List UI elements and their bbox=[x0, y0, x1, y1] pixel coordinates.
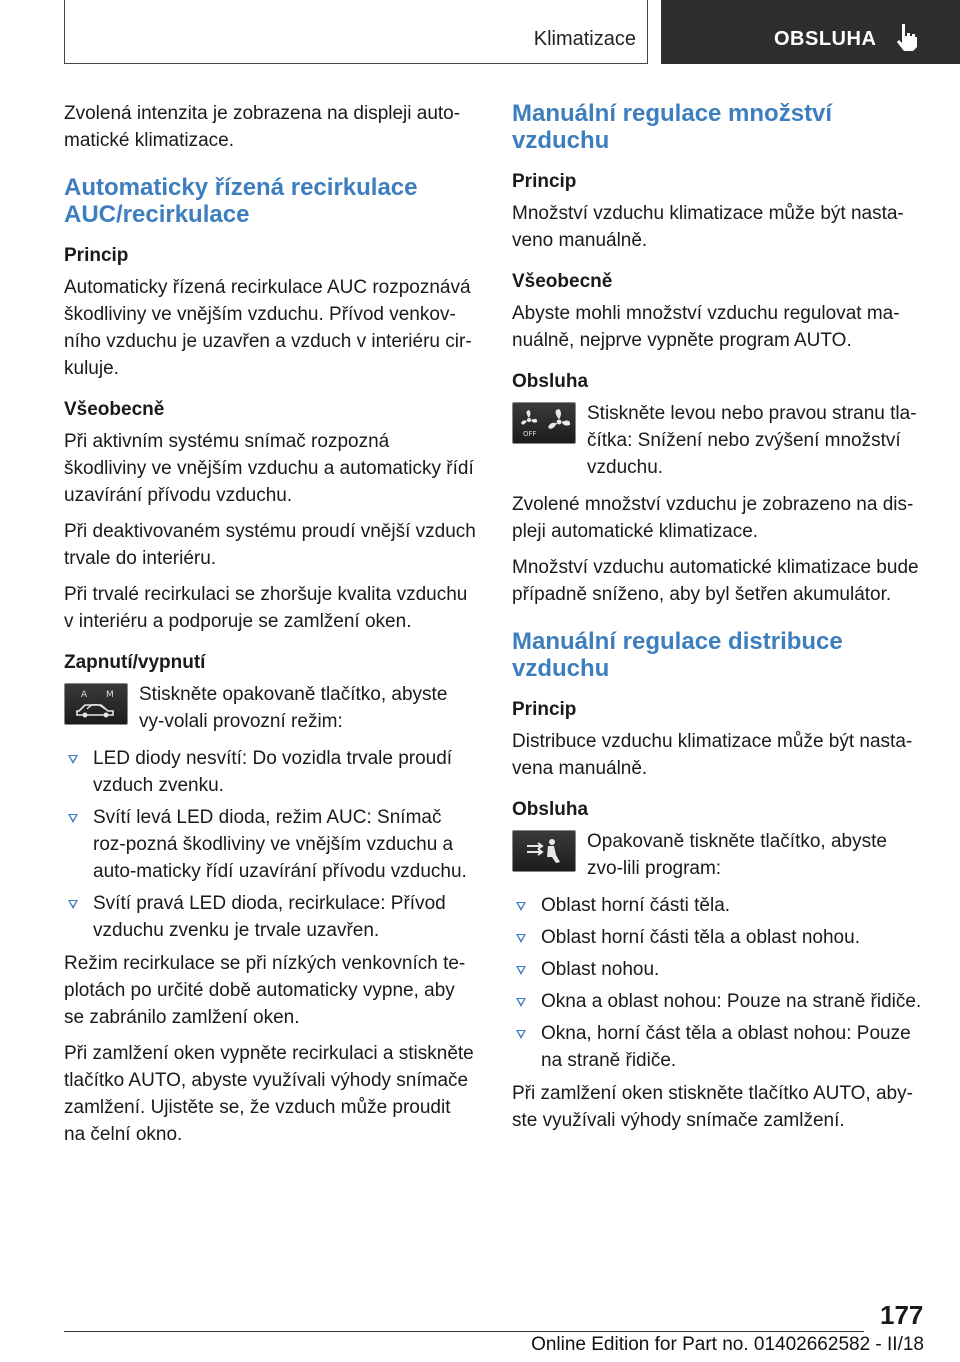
paragraph-after-2: Při zamlžení oken vypněte recirkulaci a stiskněte tlačítko AUTO, abyste využívali výhody snímače zamlžení. Ujistěte se, že vzduch může proudit na čelní okno. bbox=[64, 1043, 474, 1145]
right-column bbox=[512, 100, 924, 1143]
chapter-tab-label: OBSLUHA bbox=[774, 28, 877, 50]
heading-vseobecne-right: Všeobecně bbox=[512, 271, 613, 292]
paragraph-princip: Automaticky řízená recirkulace AUC rozpoznává škodliviny ve vnějším vzduchu. Přívod venkov-ního vzduchu je uzavřen a vzduch v interiéru cir-kuluje. bbox=[64, 277, 472, 379]
paragraph-after-1: Režim recirkulace se při nízkých venkovních te-plotách po určité době automaticky vypne, aby se zabránilo zamlžení oken. bbox=[64, 953, 466, 1028]
heading-princip-right: Princip bbox=[512, 171, 577, 192]
bullet-triangle-icon bbox=[516, 934, 526, 943]
zapnuti-instruction bbox=[64, 681, 476, 735]
footer-divider bbox=[64, 1331, 864, 1332]
fan-off-label: OFF bbox=[523, 430, 537, 438]
air-distribution-button-icon bbox=[512, 830, 576, 872]
footer-edition: Online Edition for Part no. 01402662582 - II/18 bbox=[531, 1334, 924, 1355]
list-item: Svítí pravá LED dioda, recirkulace: Přívod vzduchu zvenku je trvale uzavřen. bbox=[64, 890, 476, 944]
list-item: Okna, horní část těla a oblast nohou: Pouze na straně řidiče. bbox=[512, 1020, 924, 1074]
list-item: Oblast horní části těla. bbox=[512, 892, 924, 919]
heading-mnozstvi: Manuální regulace množství vzduchu bbox=[512, 100, 833, 154]
chapter-tab bbox=[661, 0, 960, 64]
list-item: Svítí levá LED dioda, režim AUC: Snímač roz-pozná škodliviny ve vnějším vzduchu a auto-maticky řídí uzavírání přívodu vzduchu. bbox=[64, 804, 476, 885]
list-item: Oblast horní části těla a oblast nohou. bbox=[512, 924, 924, 951]
paragraph-princip-2: Distribuce vzduchu klimatizace může být nasta-vena manuálně. bbox=[512, 731, 913, 779]
heading-distribuce: Manuální regulace distribuce vzduchu bbox=[512, 628, 843, 682]
bullet-triangle-icon bbox=[516, 966, 526, 975]
obsluha-instruction bbox=[512, 400, 924, 481]
mode-list bbox=[64, 745, 476, 944]
heading-vseobecne: Všeobecně bbox=[64, 399, 165, 420]
fan-speed-button-icon bbox=[512, 402, 576, 444]
bullet-triangle-icon bbox=[68, 814, 78, 823]
paragraph-vseobecne-right: Abyste mohli množství vzduchu regulovat ma-nuálně, nejprve vypněte program AUTO. bbox=[512, 303, 900, 351]
page-number: 177 bbox=[880, 1300, 924, 1330]
list-item: Oblast nohou. bbox=[512, 956, 924, 983]
hand-pointer-icon bbox=[894, 22, 920, 57]
bullet-triangle-icon bbox=[68, 900, 78, 909]
paragraph-zapnuti: Stiskněte opakovaně tlačítko, abyste vy-volali provozní režim: bbox=[139, 684, 448, 732]
paragraph-princip-right: Množství vzduchu klimatizace může být nasta-veno manuálně. bbox=[512, 203, 904, 251]
paragraph-vseobecne-1: Při aktivním systému snímač rozpozná škodliviny ve vnějším vzduchu a automaticky řídí uzavírání přívodu vzduchu. bbox=[64, 431, 474, 506]
bullet-triangle-icon bbox=[516, 998, 526, 1007]
intro-paragraph: Zvolená intenzita je zobrazena na displeji auto-matické klimatizace. bbox=[64, 103, 461, 151]
heading-princip-2: Princip bbox=[512, 699, 577, 720]
paragraph-final: Při zamlžení oken stiskněte tlačítko AUTO, aby-ste využívali výhody snímače zamlžení. bbox=[512, 1083, 913, 1131]
obsluha2-instruction bbox=[512, 828, 924, 882]
paragraph-vseobecne-3: Při trvalé recirkulaci se zhoršuje kvalita vzduchu v interiéru a podporuje se zamlžení oken. bbox=[64, 584, 468, 632]
section-title: Klimatizace bbox=[533, 28, 636, 50]
heading-obsluha: Obsluha bbox=[512, 371, 589, 392]
recirculation-label-a: A bbox=[81, 690, 88, 700]
recirculation-button-icon bbox=[64, 683, 128, 725]
heading-auc: Automaticky řízená recirkulace AUC/recirkulace bbox=[64, 174, 418, 228]
paragraph-zvolene: Zvolené množství vzduchu je zobrazeno na dis-pleji automatické klimatizace. bbox=[512, 494, 914, 542]
heading-princip: Princip bbox=[64, 245, 129, 266]
list-item: LED diody nesvítí: Do vozidla trvale proudí vzduch zvenku. bbox=[64, 745, 476, 799]
paragraph-akumulator: Množství vzduchu automatické klimatizace bude případně sníženo, aby byl šetřen akumulátor. bbox=[512, 557, 919, 605]
program-list bbox=[512, 892, 924, 1074]
paragraph-obsluha: Stiskněte levou nebo pravou stranu tla-čítka: Snížení nebo zvýšení množství vzduchu. bbox=[587, 403, 917, 478]
recirculation-label-m: M bbox=[106, 690, 114, 700]
paragraph-vseobecne-2: Při deaktivovaném systému proudí vnější vzduch trvale do interiéru. bbox=[64, 521, 476, 569]
bullet-triangle-icon bbox=[516, 902, 526, 911]
paragraph-obsluha-2: Opakovaně tiskněte tlačítko, abyste zvo-lili program: bbox=[587, 831, 887, 879]
bullet-triangle-icon bbox=[68, 755, 78, 764]
list-item: Okna a oblast nohou: Pouze na straně řidiče. bbox=[512, 988, 924, 1015]
left-column bbox=[64, 100, 476, 1157]
heading-zapnuti: Zapnutí/vypnutí bbox=[64, 652, 206, 673]
heading-obsluha-2: Obsluha bbox=[512, 799, 589, 820]
bullet-triangle-icon bbox=[516, 1030, 526, 1039]
